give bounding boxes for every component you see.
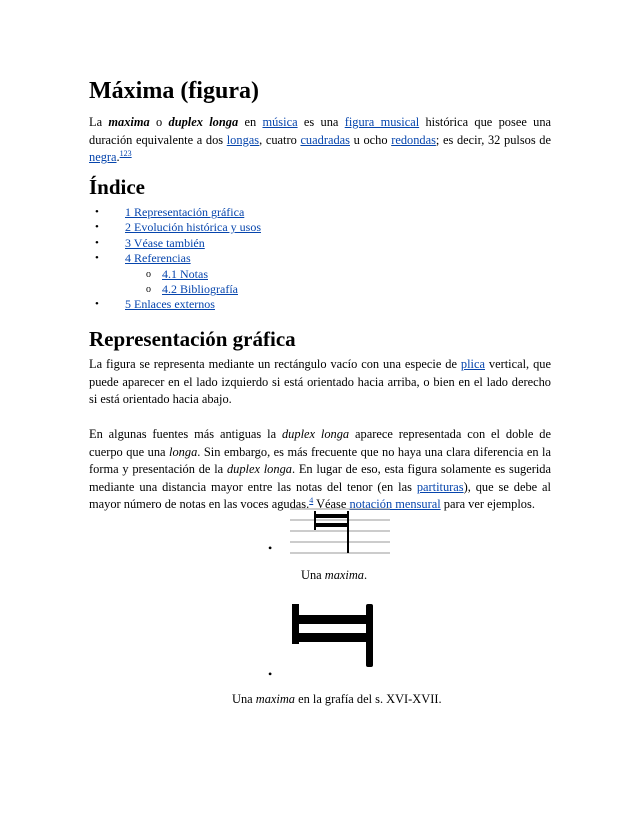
link-notacion-mensural[interactable]: notación mensural [349,497,441,511]
sub-bullet-icon: o [146,268,151,280]
page-title: Máxima (figura) [89,78,259,104]
link-redondas[interactable]: redondas [391,132,436,147]
toc-item [89,220,261,235]
link-musica[interactable]: música [262,115,298,129]
section-heading-representacion: Representación gráfica [89,327,296,351]
toc-heading: Índice [89,175,146,199]
toc-item [89,251,261,266]
figure-caption-2: Una maxima en la grafía del s. XVI-XVII. [232,692,442,706]
link-longas[interactable]: longas [226,132,260,147]
toc-link-representacion[interactable]: 1 Representación gráfica [125,205,245,219]
toc-item [89,297,261,312]
toc-link-bibliografia[interactable]: 4.2 Bibliografía [162,282,238,297]
maxima-historical-image [292,600,376,666]
toc-link-enlaces[interactable]: 5 Enlaces externos [125,297,215,312]
maxima-staff-image [290,507,390,557]
figure-bullet-icon: • [268,667,273,681]
link-negra[interactable]: negra [89,150,117,164]
toc-link-evolucion[interactable]: 2 Evolución histórica y usos [125,220,261,235]
section-paragraph-2: En algunas fuentes más antiguas la duplex longa aparece representada con el doble de cuerpo que una longa. Sin embargo, es más frecuente que no haya una clara diferencia en la forma y presentación de la duplex longa. En lugar de eso, esta figura solamente es sugerida mediante una distancia mayor entre las notas del tenor (en las partituras), que se debe al mayor número de notas en las voces agudas.$^4$ Véase notación mensural para ver ejemplos. [89,427,551,511]
figure-caption-1: Una maxima. [301,568,368,582]
link-cuadradas[interactable]: cuadradas [300,132,350,147]
toc-link-notas[interactable]: 4.1 Notas [162,266,208,281]
section-paragraph-1: La figura se representa mediante un rectángulo vacío con una especie de plica vertical, que puede aparecer en el lado izquierdo si está orientado hacia arriba, o bien en el lado derecho si está orientado hacia abajo. [89,357,551,406]
intro-paragraph: La maxima o duplex longa en música es una figura musical histórica que posee una duración equivalente a dos longas, cuatro cuadradas u ocho redondas; es decir, 32 pulsos de negra.$^{123}$ [89,115,552,164]
toc-item [89,236,261,251]
link-figura-musical[interactable]: figura musical [344,115,420,129]
reference-link-4[interactable]: 4 [309,496,314,505]
toc-item [89,205,261,220]
toc-link-vease[interactable]: 3 Véase también [125,235,205,250]
toc-subitem [89,282,261,297]
figure-bullet-icon: • [268,541,273,555]
reference-links[interactable]: 123 [119,149,132,158]
bullet-icon: • [95,298,99,311]
bullet-icon: • [95,236,99,249]
sub-bullet-icon: o [146,284,151,296]
toc-subitem [89,267,261,282]
link-partituras[interactable]: partituras [416,479,464,494]
bullet-icon: • [95,221,99,234]
bullet-icon: • [95,206,99,218]
bullet-icon: • [95,252,99,265]
toc-list [89,205,261,313]
toc-link-referencias[interactable]: 4 Referencias [125,251,191,266]
link-plica[interactable]: plica [460,357,485,371]
